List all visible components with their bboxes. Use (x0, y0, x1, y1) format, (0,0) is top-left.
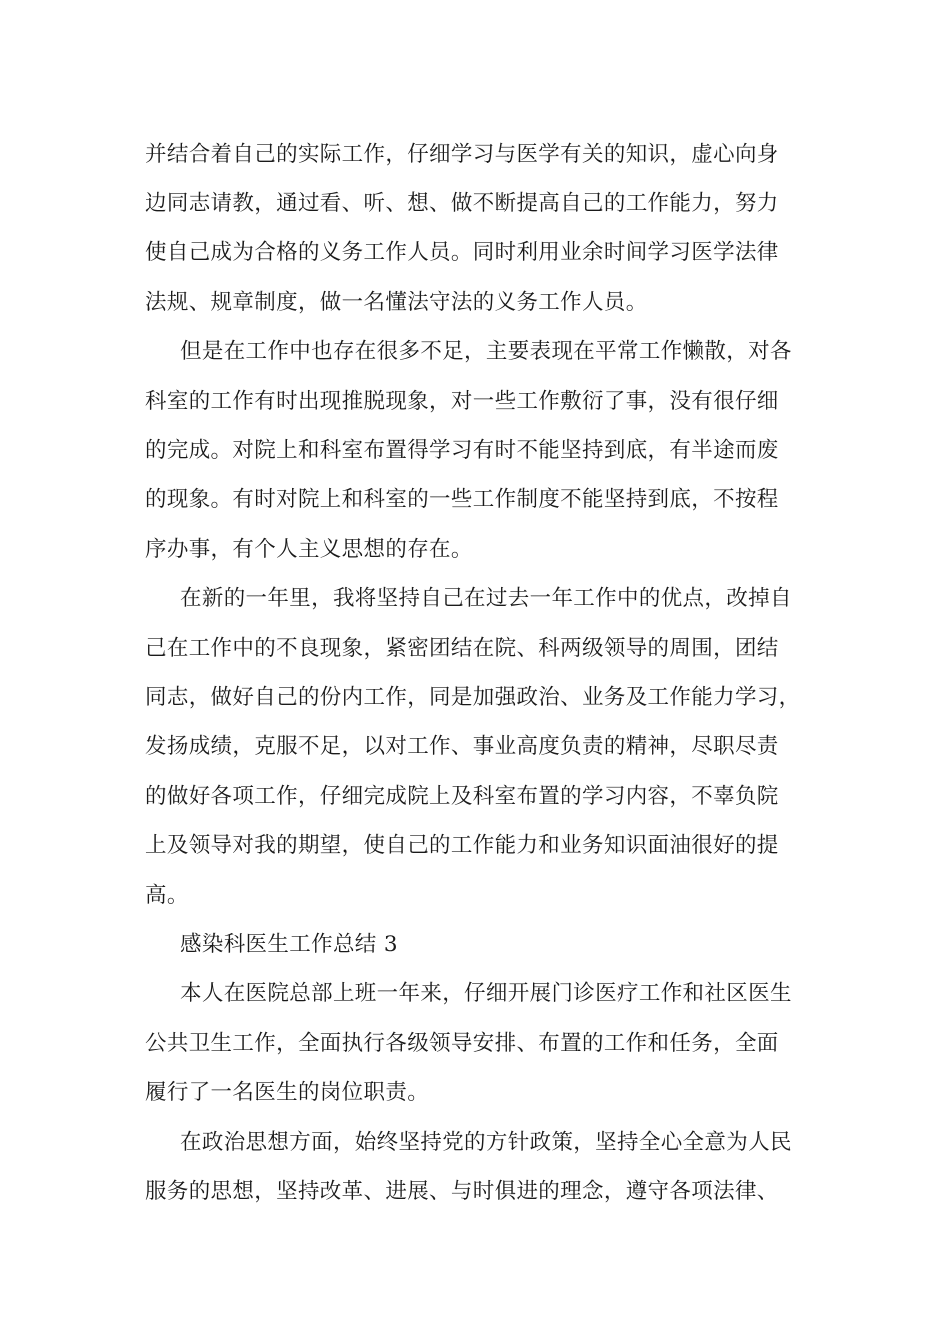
paragraph-line: 公共卫生工作，全面执行各级领导安排、布置的工作和任务，全面 (145, 1031, 779, 1056)
paragraph-line: 但是在工作中也存在很多不足，主要表现在平常工作懒散，对各 (180, 339, 792, 364)
paragraph-line: 高。 (145, 883, 189, 908)
section-heading: 感染科医生工作总结 3 (180, 932, 398, 957)
paragraph-line: 发扬成绩，克服不足，以对工作、事业高度负责的精神，尽职尽责 (145, 734, 779, 759)
paragraph-line: 履行了一名医生的岗位职责。 (145, 1080, 430, 1105)
paragraph-line: 法规、规章制度，做一名懂法守法的义务工作人员。 (145, 290, 648, 315)
paragraph-line: 在政治思想方面，始终坚持党的方针政策，坚持全心全意为人民 (180, 1130, 792, 1155)
paragraph-line: 的完成。对院上和科室布置得学习有时不能坚持到底，有半途而废 (145, 438, 779, 463)
paragraph-line: 己在工作中的不良现象，紧密团结在院、科两级领导的周围，团结 (145, 636, 779, 661)
paragraph-line: 的现象。有时对院上和科室的一些工作制度不能坚持到底，不按程 (145, 487, 779, 512)
paragraph-line: 序办事，有个人主义思想的存在。 (145, 537, 473, 562)
paragraph-line: 边同志请教，通过看、听、想、做不断提高自己的工作能力，努力 (145, 191, 779, 216)
paragraph-line: 并结合着自己的实际工作，仔细学习与医学有关的知识，虚心向身 (145, 142, 779, 167)
paragraph-line: 本人在医院总部上班一年来，仔细开展门诊医疗工作和社区医生 (180, 981, 792, 1006)
paragraph-line: 上及领导对我的期望，使自己的工作能力和业务知识面油很好的提 (145, 833, 779, 858)
paragraph-line: 同志，做好自己的份内工作，同是加强政治、业务及工作能力学习， (145, 685, 801, 710)
paragraph-line: 使自己成为合格的义务工作人员。同时利用业余时间学习医学法律 (145, 240, 779, 265)
paragraph-line: 在新的一年里，我将坚持自己在过去一年工作中的优点，改掉自 (180, 586, 792, 611)
paragraph-line: 的做好各项工作，仔细完成院上及科室布置的学习内容，不辜负院 (145, 784, 779, 809)
paragraph-line: 服务的思想，坚持改革、进展、与时俱进的理念，遵守各项法律、 (145, 1179, 779, 1204)
paragraph-line: 科室的工作有时出现推脱现象，对一些工作敷衍了事，没有很仔细 (145, 389, 779, 414)
